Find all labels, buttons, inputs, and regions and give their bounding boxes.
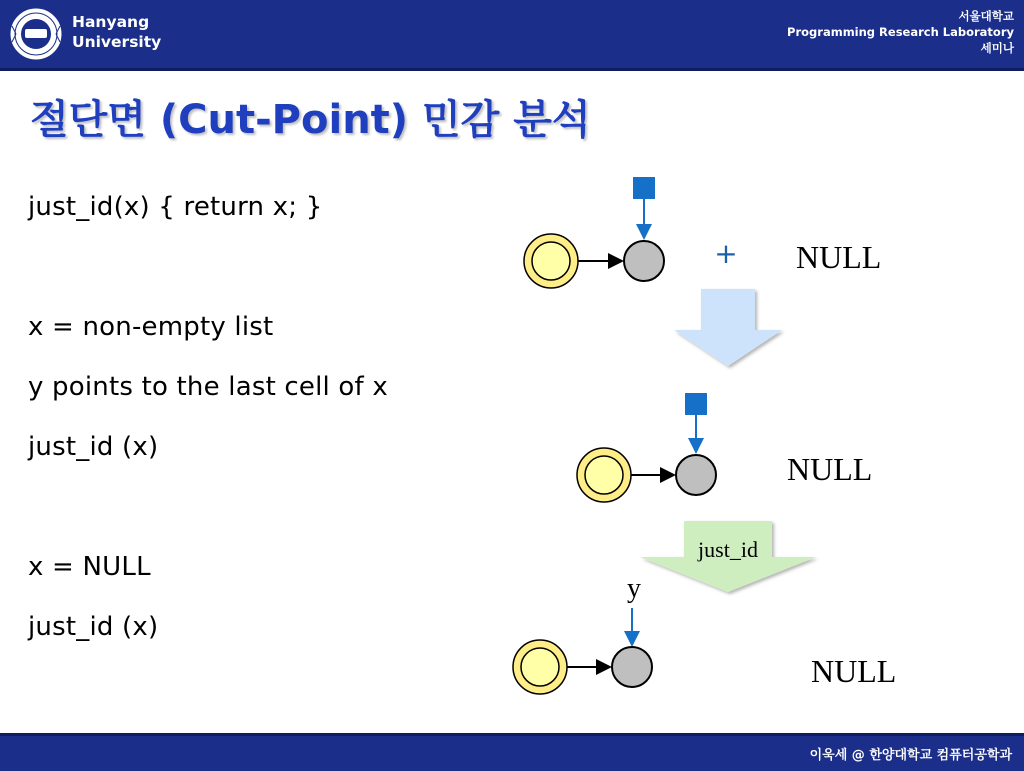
code-line-pointer: y points to the last cell of x [28, 372, 388, 402]
lab-name-line1: 서울대학교 [958, 9, 1014, 23]
null-label-1: NULL [796, 239, 882, 275]
lab-name-line2: Programming Research Laboratory [787, 25, 1014, 39]
slide-title: 절단면 (Cut-Point) 민감 분석 [30, 97, 591, 143]
university-name-line2: University [72, 33, 162, 51]
row3-root-node [513, 640, 567, 694]
row1-pointer-square [633, 177, 655, 199]
transition-down-arrow [674, 289, 782, 366]
lab-name-line3: 세미나 [980, 41, 1014, 55]
row1-root-node [524, 234, 578, 288]
footer-author: 이욱세 @ 한양대학교 컴퓨터공학과 [809, 748, 1012, 763]
row1-cell-node [624, 241, 664, 281]
null-label-3: NULL [811, 653, 897, 689]
plus-sign: + [714, 237, 738, 270]
code-line-function: just_id(x) { return x; } [28, 192, 323, 222]
footer-bar [0, 733, 1024, 771]
row2-root-node [577, 448, 631, 502]
pointer-y-label: y [627, 573, 641, 604]
row2-cell-node [676, 455, 716, 495]
row3-cell-node [612, 647, 652, 687]
row2-pointer-square [685, 393, 707, 415]
code-line-nonempty: x = non-empty list [28, 312, 274, 342]
code-line-call-1: just_id (x) [28, 432, 159, 462]
null-label-2: NULL [787, 451, 873, 487]
code-line-call-2: just_id (x) [28, 612, 159, 642]
code-line-null: x = NULL [28, 552, 151, 582]
university-name-line1: Hanyang [72, 13, 150, 31]
just-id-label: just_id [698, 537, 758, 562]
